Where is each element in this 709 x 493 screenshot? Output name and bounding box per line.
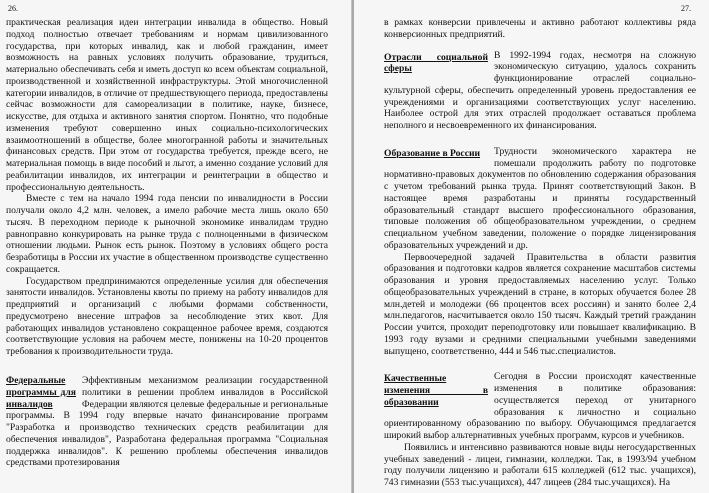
paragraph: В 1992-1994 годах, несмотря на сложную экономическую ситуацию, удалось сохранить функционирование отраслей социально-культурной сферы, обеспечить определенный уровень предоставления ее учреждениями и организациями соответствующих услуг населению. Наиболее острой для этих отраслей продолжает оставаться проблема неполного и несвоевременного их финансирования.	[384, 49, 696, 131]
section-education-in-russia	[384, 146, 696, 358]
right-page	[354, 0, 709, 493]
section-heading: Качественные изменения в образовании	[384, 373, 488, 408]
paragraph: Вместе с тем на начало 1994 года пенсии по инвалидности в России получали около 4,2 млн. человек, а имело рабочие места лишь около 650 тысяч. В переходном периоде к рыночной экономике инвалидам трудно равноправно конкурировать на рынке труда с полноценными в физическом отношении людьми. Рынок есть рынок. Поэтому в условиях общего роста безработицы в России их участие в общественном производстве существенно сокращается.	[6, 193, 328, 275]
paragraph: Первоочередной задачей Правительства в области развития образования и подготовки кадров является сохранение масштабов системы образования и уровня предоставляемых населению услуг. Только общеобразовательных учреждений в стране, в которых обучается более 28 млн.детей и молодежи (66 процентов всех россиян) и занято более 2,4 млн.педагогов, насчитывается около 150 тысяч. Каждый третий гражданин России учится, проходит переподготовку или повышает квалификацию. В 1993 году вузами и средними специальными учебными заведениями выпущено, соответственно, 444 и 546 тыс.специалистов.	[384, 251, 696, 357]
section-heading: Отрасли социальной сферы	[384, 51, 488, 75]
section-heading: Образование в России	[384, 147, 481, 159]
section-quality-changes	[384, 371, 696, 489]
paragraph: Государством предпринимаются определенные усилия для обеспечения занятости инвалидов. Установлены квоты по приему на работу инвалидов для предприятий и организаций с любыми формами собственности, предусмотрено внесение штрафов за несоблюдение этих квот. Для работающих инвалидов установлено сокращенное рабочее время, создаются соответствующие условия на рабочем месте, понижены на 10-20 процентов требования к производительности труда.	[6, 275, 328, 357]
page-number: 27.	[681, 4, 691, 13]
paragraph: в рамках конверсии привлечены и активно работают коллективы ряда конверсионных предприятий.	[384, 17, 696, 40]
left-page	[0, 0, 352, 493]
right-body-text	[384, 17, 696, 489]
paragraph: Трудности экономического характера не помешали продолжить работу по подготовке нормативно-правовых документов по обновлению содержания образования с учетом требований рынка труда. Принят соответствующий Закон. В настоящее время разработаны и приняты государственный образовательный стандарт высшего профессионального образования, типовые положения об общеобразовательном учреждении, о среднем специальном учебном заведении, положение о порядке лицензирования образовательных учреждений и др.	[384, 145, 696, 251]
page-number: 26.	[8, 4, 18, 13]
paragraph: Эффективным механизмом реализации государственной политики в решении проблем инвалидов в Российской Федерации являются целевые федеральные и региональные программы. В 1994 году впервые начато финансирование программ "Разработка и производство технических средств реабилитации для обеспечения инвалидов", Разработана федеральная программа "Социальная поддержка инвалидов". К решению проблемы обеспечения инвалидов средствами протезирования	[6, 375, 328, 469]
left-body-text	[6, 17, 328, 358]
section-social-sphere	[384, 50, 696, 132]
section-heading: Федеральные программы для инвалидов	[6, 375, 76, 410]
section-federal-programs	[6, 375, 328, 469]
paragraph: практическая реализация идеи интеграции инвалида в общество. Новый подход полностью отвечает требованиям и нормам цивилизованного государства, при которых инвалид, как и любой гражданин, имеет возможность на равных условиях получить образование, трудиться, материально обеспечивать себя и иметь доступ ко всем объектам социальной, производственной и хозяйственной инфраструктуры. Этой многочисленной категории инвалидов, в отличие от предшествующего периода, предоставлены сейчас возможности для самореализации в политике, науке, бизнесе, искусстве, для отдыха и активного занятия спортом. Понятно, что подобные изменения требуют совершенно иных социально-психологических взаимоотношений в обществе, более многогранной работы и значительных финансовых средств. При этом от государства требуется, прежде всего, не материальная помощь в виде пособий и льгот, а именно создание условий для реабилитации инвалидов, их интеграции и реинтеграции в общество и профессиональную деятельность.	[6, 17, 328, 193]
paragraph: Появились и интенсивно развиваются новые виды негосударственных учебных заведений - лицеи, гимназии, колледжи. Так, в 1993/94 учебном году получили лицензию и работали 615 колледжей (612 тыс. учащихся), 743 гимназии (553 тыс.учащихся), 447 лицеев (284 тыс.учащихся). На	[384, 441, 696, 488]
paragraph: Сегодня в России происходят качественные изменения в политике образования: осуществляется переход от унитарного образования к личностно и социально ориентированному образованию по выбору. Обучающимся предлагается широкий выбор альтернативных учебных программ, курсов и учебников.	[384, 371, 696, 441]
